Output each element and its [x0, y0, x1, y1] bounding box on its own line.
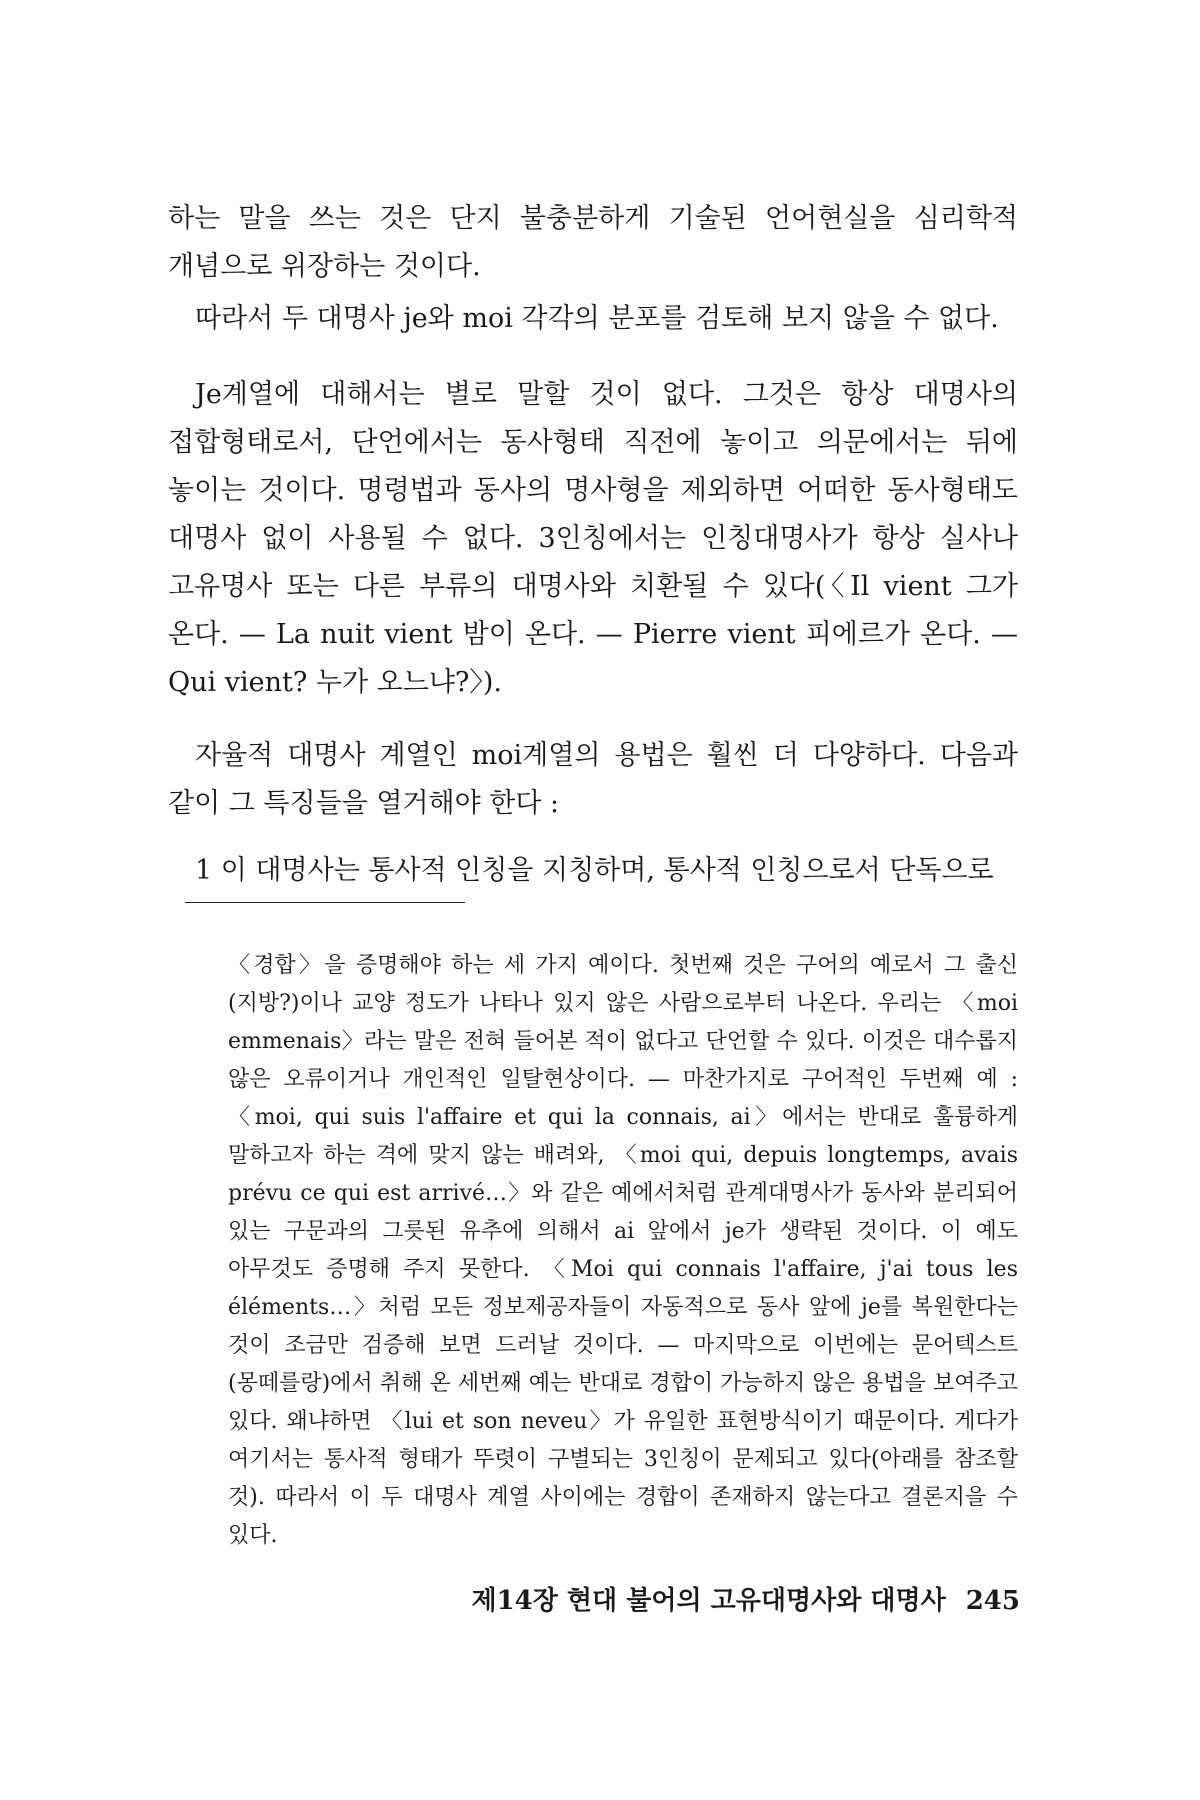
- page-footer: [440, 1580, 1020, 1617]
- paragraph-moi-series: 자율적 대명사 계열인 moi계열의 용법은 훨씬 더 다양하다. 다음과 같이 그 특징들을 열거해야 한다 :: [168, 740, 1018, 819]
- running-head: 제14장 현대 불어의 고유대명사와 대명사: [471, 1586, 946, 1616]
- paragraph-je-series: Je계열에 대해서는 별로 말할 것이 없다. 그것은 항상 대명사의 접합형태로서, 단언에서는 동사형태 직전에 놓이고 의문에서는 뒤에 놓이는 것이다. 명령법과 동사의 명사형을 제외하면 어떠한 동사형태도 대명사 없이 사용될 수 없다. 3인칭에서는 인칭대명사가 항상 실사나 고유명사 또는 다른 부류의 대명사와 치환될 수 있다(〈Il vient 그가 온다. — La nuit vient 밤이 온다. — Pierre vient 피에르가 온다. — Qui vient? 누가 오느냐?〉).: [168, 379, 1018, 698]
- paragraph-je-moi-distribution: 따라서 두 대명사 je와 moi 각각의 분포를 검토해 보지 않을 수 없다.: [195, 303, 999, 334]
- footnote-text: 〈경합〉을 증명해야 하는 세 가지 예이다. 첫번째 것은 구어의 예로서 그 출신(지방?)이나 교양 정도가 나타나 있지 않은 사람으로부터 나온다. 우리는 〈moi emmenais〉라는 말은 전혀 들어본 적이 없다고 단언할 수 있다. 이것은 대수롭지 않은 오류이거나 개인적인 일탈현상이다. — 마찬가지로 구어적인 두번째 예 : 〈moi, qui suis l'affaire et qui la connais, ai〉에서는 반대로 훌륭하게 말하고자 하는 격에 맞지 않는 배려와, 〈moi qui, depuis longtemps, avais prévu ce qui est arrivé…〉와 같은 예에서처럼 관계대명사가 동사와 분리되어 있는 구문과의 그릇된 유추에 의해서 ai 앞에서 je가 생략된 것이다. 이 예도 아무것도 증명해 주지 못한다. 〈Moi qui connais l'affaire, j'ai tous les éléments…〉처럼 모든 정보제공자들이 자동적으로 동사 앞에 je를 복원한다는 것이 조금만 검증해 보면 드러날 것이다. — 마지막으로 이번에는 문어텍스트(몽떼를랑)에서 취해 온 세번째 예는 반대로 경합이 가능하지 않은 용법을 보여주고 있다. 왜냐하면 〈lui et son neveu〉가 유일한 표현방식이기 때문이다. 게다가 여기서는 통사적 형태가 뚜렷이 구별되는 3인칭이 문제되고 있다(아래를 참조할 것). 따라서 이 두 대명사 계열 사이에는 경합이 존재하지 않는다고 결론지을 수 있다.: [228, 953, 1018, 1548]
- paragraph-continuation: 하는 말을 쓰는 것은 단지 불충분하게 기술된 언어현실을 심리학적 개념으로 위장하는 것이다.: [168, 203, 1018, 282]
- footnote-divider: [185, 902, 465, 903]
- page-number: 245: [965, 1586, 1020, 1616]
- paragraph-item-1: 1 이 대명사는 통사적 인칭을 지칭하며, 통사적 인칭으로서 단독으로: [195, 855, 994, 886]
